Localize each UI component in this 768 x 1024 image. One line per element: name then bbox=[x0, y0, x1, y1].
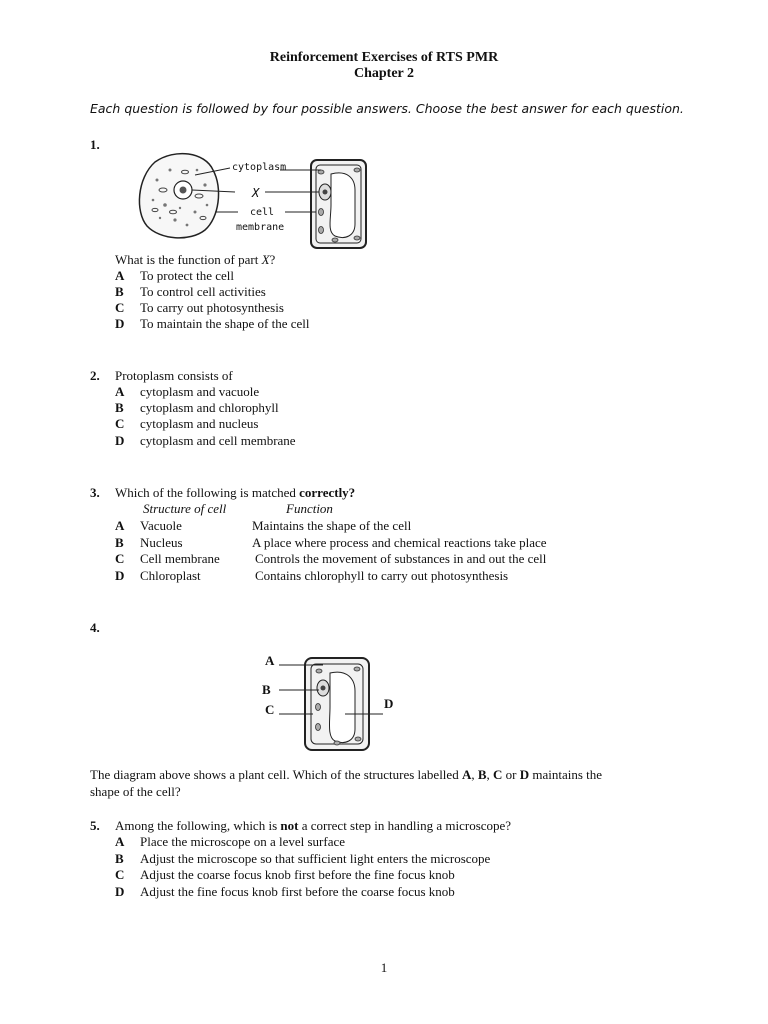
structure-cell: Vacuole bbox=[140, 518, 182, 533]
q4-label-d: D bbox=[384, 696, 394, 711]
label-membrane: membrane bbox=[236, 222, 285, 233]
question-3-text: Which of the following is matched correctly? bbox=[115, 485, 356, 500]
option-letter: D bbox=[115, 433, 125, 448]
label-x: X bbox=[252, 186, 260, 200]
option-letter: D bbox=[115, 316, 125, 331]
question-1-number: 1. bbox=[90, 137, 100, 152]
function-cell: Contains chlorophyll to carry out photosynthesis bbox=[255, 568, 509, 583]
option-text: Adjust the fine focus knob first before the coarse focus knob bbox=[140, 884, 455, 899]
function-cell: A place where process and chemical reactions take place bbox=[252, 535, 547, 550]
structure-cell: Chloroplast bbox=[140, 568, 201, 583]
question-5-number: 5. bbox=[90, 818, 100, 833]
function-cell: Maintains the shape of the cell bbox=[252, 518, 412, 533]
function-cell: Controls the movement of substances in and out the cell bbox=[255, 551, 547, 566]
question-5-text: Among the following, which is not a correct step in handling a microscope? bbox=[115, 818, 512, 833]
page-number: 1 bbox=[380, 960, 388, 975]
option-letter: D bbox=[115, 568, 125, 583]
question-4-text-line-2: shape of the cell? bbox=[90, 784, 181, 799]
option-letter: C bbox=[115, 551, 125, 566]
column-header-structure: Structure of cell bbox=[143, 501, 227, 516]
option-text: cytoplasm and vacuole bbox=[140, 384, 260, 399]
option-letter: B bbox=[115, 400, 124, 415]
label-cell: cell bbox=[250, 207, 275, 218]
option-text: cytoplasm and nucleus bbox=[140, 416, 259, 431]
option-letter: C bbox=[115, 416, 125, 431]
option-letter: A bbox=[115, 834, 125, 849]
option-text: To maintain the shape of the cell bbox=[140, 316, 310, 331]
structure-cell: Nucleus bbox=[140, 535, 183, 550]
option-letter: B bbox=[115, 851, 124, 866]
q4-plant-cell-diagram bbox=[285, 655, 395, 755]
question-4-text-line-1: The diagram above shows a plant cell. Which of the structures labelled A, B, C or D maintains the bbox=[90, 767, 603, 782]
option-letter: C bbox=[115, 300, 125, 315]
option-text: Adjust the microscope so that sufficient light enters the microscope bbox=[140, 851, 491, 866]
q4-label-a: A bbox=[265, 653, 275, 668]
question-4-number: 4. bbox=[90, 620, 100, 635]
question-2-text: Protoplasm consists of bbox=[115, 368, 233, 383]
option-letter: A bbox=[115, 268, 125, 283]
instructions: Each question is followed by four possible answers. Choose the best answer for each question. bbox=[90, 101, 684, 116]
question-1-text: What is the function of part X? bbox=[115, 252, 276, 267]
option-text: To control cell activities bbox=[140, 284, 266, 299]
option-text: To protect the cell bbox=[140, 268, 235, 283]
label-cytoplasm: cytoplasm bbox=[232, 162, 287, 173]
document-title: Reinforcement Exercises of RTS PMR bbox=[269, 50, 499, 65]
column-header-function: Function bbox=[286, 501, 333, 516]
option-letter: D bbox=[115, 884, 125, 899]
option-text: Adjust the coarse focus knob first before the fine focus knob bbox=[140, 867, 455, 882]
structure-cell: Cell membrane bbox=[140, 551, 220, 566]
animal-cell-diagram bbox=[139, 154, 238, 238]
option-text: cytoplasm and chlorophyll bbox=[140, 400, 279, 415]
q4-label-b: B bbox=[262, 682, 271, 697]
option-text: Place the microscope on a level surface bbox=[140, 834, 346, 849]
q4-label-c: C bbox=[265, 702, 275, 717]
chapter-heading: Chapter 2 bbox=[353, 66, 415, 81]
question-2-number: 2. bbox=[90, 368, 100, 383]
option-letter: C bbox=[115, 867, 125, 882]
option-text: cytoplasm and cell membrane bbox=[140, 433, 296, 448]
option-letter: B bbox=[115, 284, 124, 299]
option-letter: A bbox=[115, 518, 125, 533]
option-text: To carry out photosynthesis bbox=[140, 300, 284, 315]
option-letter: B bbox=[115, 535, 124, 550]
question-3-number: 3. bbox=[90, 485, 100, 500]
option-letter: A bbox=[115, 384, 125, 399]
